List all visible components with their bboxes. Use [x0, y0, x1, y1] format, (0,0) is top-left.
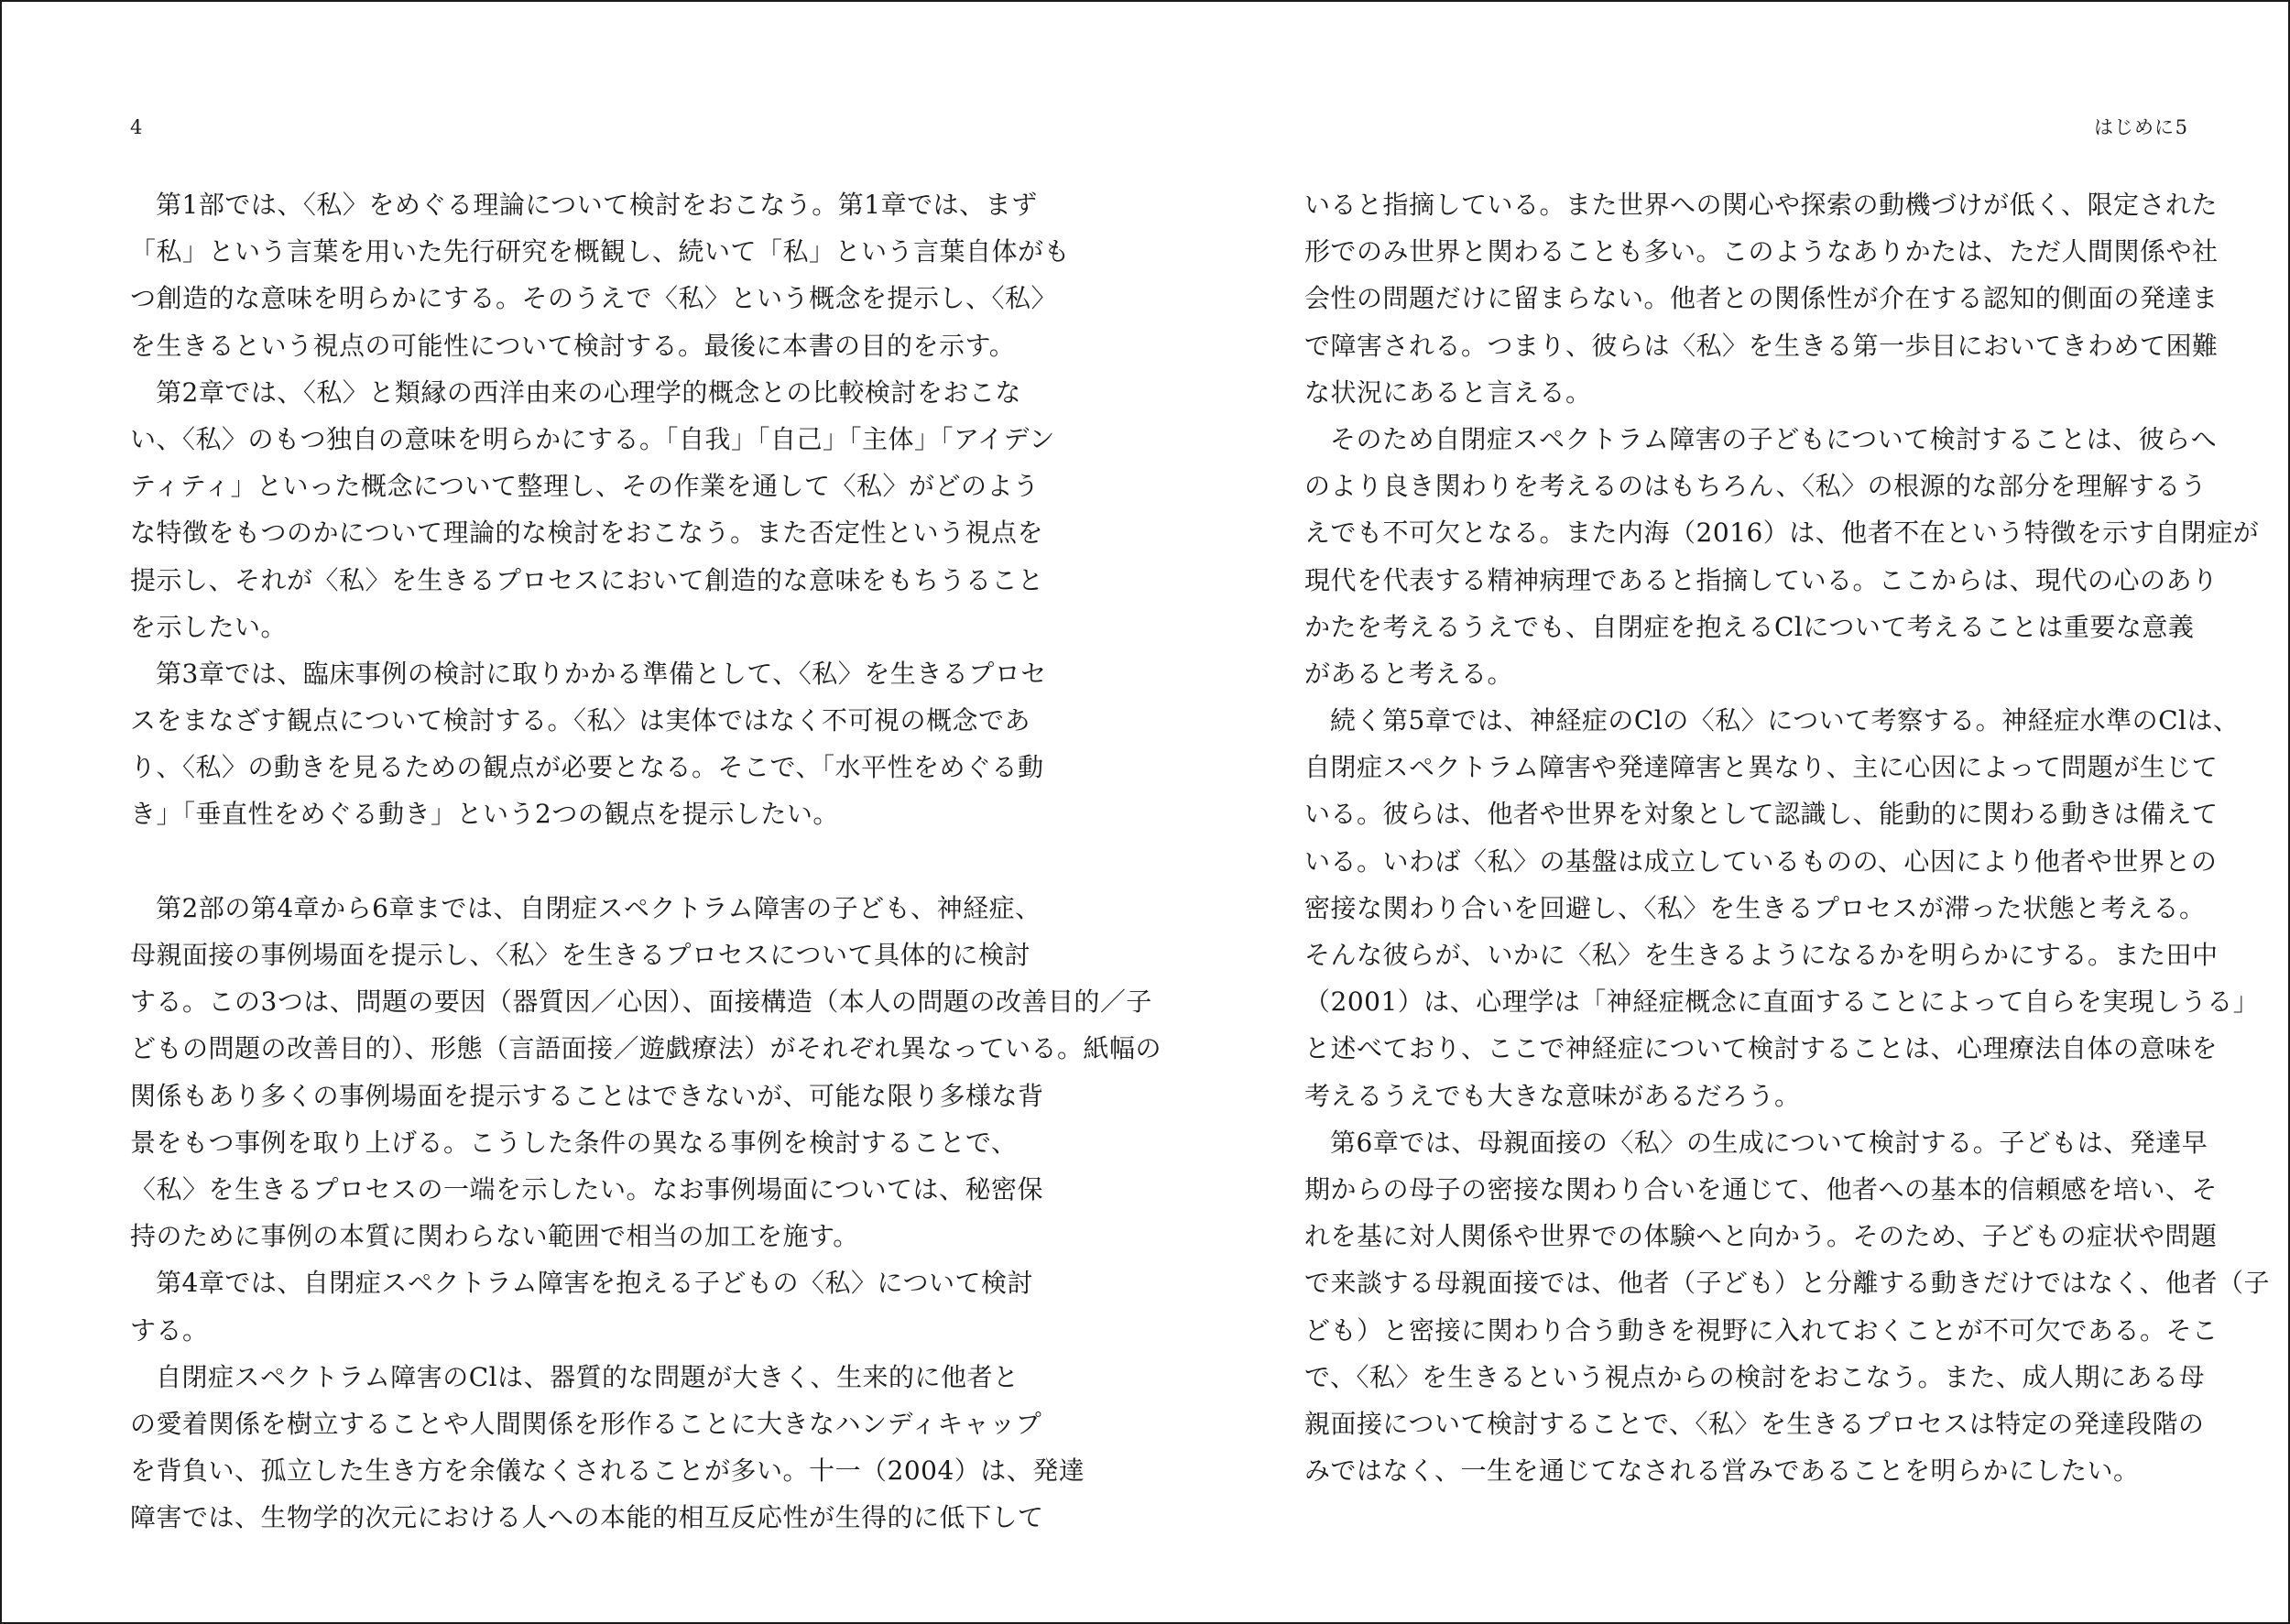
left-page-body [130, 181, 1162, 1541]
text-line: いる。いわば〈私〉の基盤は成立しているものの、心因により他者や世界との [1304, 845, 2218, 877]
text-line: みではなく、一生を通じてなされる営みであることを明らかにしたい。 [1304, 1455, 2140, 1487]
text-line: り、〈私〉の動きを見るための観点が必要となる。そこで、「水平性をめぐる動 [130, 752, 1044, 783]
text-line: き」「垂直性をめぐる動き」という2つの観点を提示したい。 [130, 799, 839, 830]
text-line: の愛着関係を樹立することや人間関係を形作ることに大きなハンディキャップ [130, 1408, 1042, 1439]
text-line: 景をもつ事例を取り上げる。こうした条件の異なる事例を検討することで、 [130, 1127, 1018, 1158]
text-line: 第4章では、自閉症スペクトラム障害を抱える子どもの〈私〉について検討 [156, 1268, 1033, 1299]
text-line: 密接な関わり合いを回避し、〈私〉を生きるプロセスが滞った状態と考える。 [1304, 892, 2206, 923]
text-line: 会性の問題だけに留まらない。他者との関係性が介在する認知的側面の発達ま [1304, 283, 2219, 314]
text-line: な状況にあると言える。 [1304, 376, 1592, 408]
text-line: 障害では、生物学的次元における人への本能的相互反応性が生得的に低下して [130, 1502, 1044, 1533]
text-line: い、〈私〉のもつ独自の意味を明らかにする。「自我」「自己」「主体」「アイデン [130, 423, 1055, 454]
text-line: ティティ」といった概念について整理し、その作業を通して〈私〉がどのよう [130, 471, 1040, 502]
text-line: 自閉症スペクトラム障害のClは、器質的な問題が大きく、生来的に他者と [156, 1361, 1020, 1392]
text-line: で来談する母親面接では、他者（子ども）と分離する動きだけではなく、他者（子 [1304, 1268, 2270, 1299]
text-line: を示したい。 [130, 611, 288, 642]
text-line: 続く第5章では、神経症のClの〈私〉について考察する。神経症水準のClは、 [1330, 705, 2240, 736]
text-line: いると指摘している。また世界への関心や探索の動機づけが低く、限定された [1304, 190, 2218, 220]
page-number-left: 4 [130, 116, 143, 138]
text-line: どもの問題の改善目的）、形態（言語面接／遊戯療法）がそれぞれ異なっている。紙幅の [130, 1033, 1162, 1064]
text-line: 第6章では、母親面接の〈私〉の生成について検討する。子どもは、発達早 [1330, 1127, 2208, 1158]
text-line: そんな彼らが、いかに〈私〉を生きるようになるかを明らかにする。また田中 [1304, 940, 2219, 970]
text-line: 提示し、それが〈私〉を生きるプロセスにおいて創造的な意味をもちうること [130, 564, 1044, 595]
text-line: 〈私〉を生きるプロセスの一端を示したい。なお事例場面については、秘密保 [130, 1173, 1043, 1204]
running-head: はじめに [2094, 116, 2175, 138]
text-line: かたを考えるうえでも、自閉症を抱えるClについて考えることは重要な意義 [1304, 611, 2195, 642]
text-line: を生きるという視点の可能性について検討する。最後に本書の目的を示す。 [130, 330, 1016, 361]
text-line [130, 838, 989, 885]
text-line: 母親面接の事例場面を提示し、〈私〉を生きるプロセスについて具体的に検討 [130, 940, 1030, 970]
text-line: れを基に対人関係や世界での体験へと向かう。そのため、子どもの症状や問題 [1304, 1221, 2218, 1252]
text-line: 親面接について検討することで、〈私〉を生きるプロセスは特定の発達段階の [1304, 1408, 2205, 1439]
right-page [1145, 2, 2288, 1622]
text-line: 第1部では、〈私〉をめぐる理論について検討をおこなう。第1章では、まず [156, 190, 1038, 220]
text-line: スをまなざす観点について検討する。〈私〉は実体ではなく不可視の概念であ [130, 705, 1030, 736]
text-line: （2001）は、心理学は「神経症概念に直面することによって自らを実現しうる」 [1304, 986, 2260, 1018]
text-line: な特徴をもつのかについて理論的な検討をおこなう。また否定性という視点を [130, 518, 1043, 549]
text-line: 現代を代表する精神病理であると指摘している。ここからは、現代の心のあり [1304, 564, 2219, 595]
text-line: する。この3つは、問題の要因（器質因／心因）、面接構造（本人の問題の改善目的／子 [130, 986, 1152, 1018]
text-line: 持のために事例の本質に関わらない範囲で相当の加工を施す。 [130, 1221, 859, 1252]
text-line: があると考える。 [1304, 658, 1514, 689]
text-line: で障害される。つまり、彼らは〈私〉を生きる第一歩目においてきわめて困難 [1304, 330, 2219, 361]
text-line: そのため自閉症スペクトラム障害の子どもについて検討することは、彼らへ [1330, 423, 2218, 454]
text-line: 第3章では、臨床事例の検討に取りかかる準備として、〈私〉を生きるプロセ [156, 658, 1047, 689]
text-line: 考えるうえでも大きな意味があるだろう。 [1304, 1080, 1801, 1111]
text-line: いる。彼らは、他者や世界を対象として認識し、能動的に関わる動きは備えて [1304, 799, 2219, 830]
text-line: 第2章では、〈私〉と類縁の西洋由来の心理学的概念との比較検討をおこな [156, 376, 1021, 408]
text-line: 「私」という言葉を用いた先行研究を概観し、続いて「私」という言葉自体がも [130, 236, 1071, 267]
text-line: つ創造的な意味を明らかにする。そのうえで〈私〉という概念を提示し、〈私〉 [130, 283, 1058, 314]
text-line: のより良き関わりを考えるのはもちろん、〈私〉の根源的な部分を理解するう [1304, 471, 2208, 502]
text-line: 期からの母子の密接な関わり合いを通じて、他者への基本的信頼感を培い、そ [1304, 1173, 2218, 1204]
text-line: えでも不可欠となる。また内海（2016）は、他者不在という特徴を示す自閉症が [1304, 518, 2260, 549]
text-line: で、〈私〉を生きるという視点からの検討をおこなう。また、成人期にある母 [1304, 1361, 2205, 1392]
page-number-right: 5 [2175, 116, 2187, 138]
text-line: を背負い、孤立した生き方を余儀なくされることが多い。十一（2004）は、発達 [130, 1455, 1085, 1487]
text-line: する。 [130, 1314, 209, 1346]
text-line: ども）と密接に関わり合う動きを視野に入れておくことが不可欠である。そこ [1304, 1314, 2219, 1346]
right-page-body [1304, 181, 2270, 1494]
text-line: 自閉症スペクトラム障害や発達障害と異なり、主に心因によって問題が生じて [1304, 752, 2219, 783]
left-page [2, 2, 1162, 1622]
text-line: 第2部の第4章から6章までは、自閉症スペクトラム障害の子ども、神経症、 [156, 892, 1041, 923]
text-line: と述べており、ここで神経症について検討することは、心理療法自体の意味を [1304, 1033, 2218, 1064]
text-line: 関係もあり多くの事例場面を提示することはできないが、可能な限り多様な背 [130, 1080, 1044, 1111]
text-line: 形でのみ世界と関わることも多い。このようなありかたは、ただ人間関係や社 [1304, 236, 2219, 267]
